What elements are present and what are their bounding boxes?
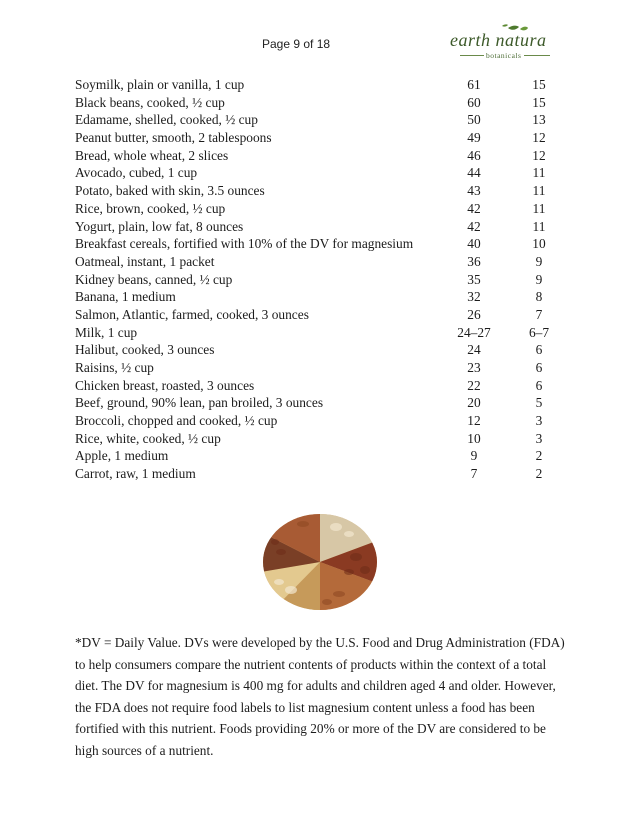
milligrams-cell: 10 — [467, 430, 481, 446]
food-cell: Potato, baked with skin, 3.5 ounces — [75, 183, 265, 199]
percent-dv-cell: 12 — [532, 130, 546, 146]
food-cell: Peanut butter, smooth, 2 tablespoons — [75, 130, 272, 146]
food-cell: Rice, brown, cooked, ½ cup — [75, 200, 226, 216]
brand-logo — [442, 24, 574, 66]
milligrams-cell: 20 — [467, 395, 481, 411]
table-row — [75, 271, 555, 289]
table-row — [75, 182, 555, 200]
food-cell: Raisins, ½ cup — [75, 360, 154, 375]
table-row — [75, 359, 555, 377]
table-row — [75, 218, 555, 236]
table-row — [75, 129, 555, 147]
percent-dv-cell: 12 — [532, 147, 546, 163]
table-row — [75, 377, 555, 395]
table-row — [75, 200, 555, 218]
milligrams-cell: 46 — [467, 147, 481, 163]
page-header — [0, 0, 638, 72]
percent-dv-cell: 10 — [532, 236, 546, 252]
food-cell: Halibut, cooked, 3 ounces — [75, 342, 215, 358]
percent-dv-cell: 11 — [532, 200, 546, 216]
percent-dv-cell: 5 — [535, 395, 543, 411]
table-row — [75, 447, 555, 465]
food-cell: Rice, white, cooked, ½ cup — [75, 430, 221, 446]
milligrams-cell: 61 — [467, 77, 481, 92]
milligrams-cell: 24–27 — [457, 324, 491, 340]
food-cell: Soymilk, plain or vanilla, 1 cup — [75, 77, 245, 92]
table-row — [75, 235, 555, 253]
table-row — [75, 324, 555, 342]
milligrams-cell: 42 — [467, 218, 481, 234]
food-cell: Bread, whole wheat, 2 slices — [75, 147, 229, 163]
milligrams-cell: 43 — [467, 183, 481, 199]
percent-dv-cell: 7 — [535, 306, 543, 322]
table-row — [75, 76, 555, 94]
food-cell: Broccoli, chopped and cooked, ½ cup — [75, 413, 278, 429]
food-cell: Avocado, cubed, 1 cup — [75, 165, 198, 181]
table-row — [75, 412, 555, 430]
percent-dv-cell: 11 — [532, 165, 546, 181]
logo-wordmark: earth natura — [450, 30, 547, 50]
daily-value-footnote: *DV = Daily Value. DVs were developed by the U.S. Food and Drug Administration (FDA) to help consumers compare the nutrient contents of products within the context of a total diet. The DV for magnesium is 400 mg for adults and children aged 4 and older. However, the FDA does not require food labels to list magnesium content unless a food has been fortified with this nutrient. Foods providing 20% or more of the DV are considered to be high sources of a nutrient. — [75, 635, 565, 758]
food-cell: Apple, 1 medium — [75, 448, 169, 464]
milligrams-cell: 36 — [467, 253, 481, 269]
logo-divider-left — [460, 55, 484, 56]
percent-dv-cell: 11 — [532, 183, 546, 199]
magnesium-food-table — [75, 76, 555, 483]
table-row — [75, 164, 555, 182]
table-row — [75, 147, 555, 165]
table-row — [75, 341, 555, 359]
food-cell: Salmon, Atlantic, farmed, cooked, 3 ounces — [75, 306, 309, 322]
food-cell: Carrot, raw, 1 medium — [75, 466, 196, 482]
logo-tagline: botanicals — [486, 51, 522, 60]
percent-dv-cell: 2 — [535, 466, 543, 482]
milligrams-cell: 35 — [467, 271, 481, 287]
percent-dv-cell: 15 — [532, 94, 546, 110]
milligrams-cell: 23 — [467, 360, 481, 375]
table-row — [75, 430, 555, 448]
milligrams-cell: 7 — [470, 466, 478, 482]
logo-divider-right — [524, 55, 550, 56]
food-cell: Edamame, shelled, cooked, ½ cup — [75, 112, 258, 128]
milligrams-cell: 26 — [467, 306, 481, 322]
food-cell: Beef, ground, 90% lean, pan broiled, 3 ounces — [75, 395, 324, 411]
food-cell: Yogurt, plain, low fat, 8 ounces — [75, 218, 244, 234]
percent-dv-cell: 9 — [535, 271, 543, 287]
milligrams-cell: 24 — [467, 342, 481, 358]
table-row — [75, 465, 555, 483]
milligrams-cell: 44 — [467, 165, 481, 181]
food-cell: Black beans, cooked, ½ cup — [75, 94, 225, 110]
milligrams-cell: 50 — [467, 112, 481, 128]
percent-dv-cell: 13 — [532, 112, 546, 128]
milligrams-cell: 49 — [467, 130, 481, 146]
percent-dv-cell: 11 — [532, 218, 546, 234]
percent-dv-cell: 2 — [535, 448, 543, 464]
milligrams-cell: 32 — [467, 289, 481, 305]
milligrams-cell: 9 — [470, 448, 478, 464]
percent-dv-cell: 8 — [535, 289, 543, 305]
table-row — [75, 94, 555, 112]
food-cell: Chicken breast, roasted, 3 ounces — [75, 377, 255, 393]
table-row — [75, 394, 555, 412]
table-row — [75, 253, 555, 271]
table-row — [75, 306, 555, 324]
food-cell: Milk, 1 cup — [75, 324, 138, 340]
milligrams-cell: 40 — [467, 236, 481, 252]
mixed-nuts-image — [261, 512, 379, 612]
percent-dv-cell: 3 — [535, 413, 543, 429]
percent-dv-cell: 6–7 — [528, 324, 550, 340]
food-cell: Kidney beans, canned, ½ cup — [75, 271, 233, 287]
percent-dv-cell: 6 — [535, 360, 543, 375]
percent-dv-cell: 6 — [535, 377, 543, 393]
percent-dv-cell: 9 — [535, 253, 543, 269]
food-cell: Banana, 1 medium — [75, 289, 176, 305]
milligrams-cell: 12 — [467, 413, 481, 429]
milligrams-cell: 42 — [467, 200, 481, 216]
page-number-label: Page 9 of 18 — [262, 37, 331, 51]
food-cell: Breakfast cereals, fortified with 10% of the DV for magnesium — [75, 236, 414, 252]
table-row — [75, 111, 555, 129]
percent-dv-cell: 6 — [535, 342, 543, 358]
table-row — [75, 288, 555, 306]
milligrams-cell: 22 — [467, 377, 481, 393]
food-cell: Oatmeal, instant, 1 packet — [75, 253, 215, 269]
percent-dv-cell: 3 — [535, 430, 543, 446]
percent-dv-cell: 15 — [532, 77, 546, 92]
milligrams-cell: 60 — [467, 94, 481, 110]
